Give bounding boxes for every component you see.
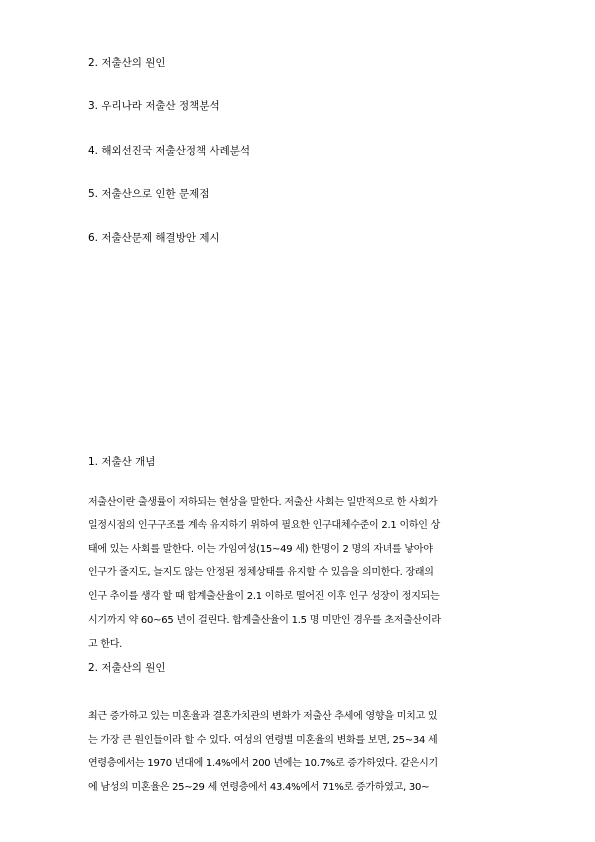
section-title-concept: 1. 저출산 개념: [88, 456, 156, 468]
section-title-causes: 2. 저출산의 원인: [88, 662, 166, 674]
paragraph-line: 인구가 줄지도, 늘지도 않는 안정된 정체상태를 유지할 수 있음을 의미한다. 장래의: [88, 567, 434, 578]
paragraph-line: 인구 추이를 생각 할 때 합계출산율이 2.1 이하로 떨어진 이후 인구 성장이 정지되는: [88, 591, 440, 602]
paragraph-line: 고 한다.: [88, 639, 123, 650]
paragraph-line: 연령층에서는 1970 년대에 1.4%에서 200 년에는 10.7%로 증가하였다. 같은시기: [88, 758, 438, 769]
toc-item-problems: 5. 저출산으로 인한 문제점: [88, 188, 210, 200]
paragraph-line: 일정시점의 인구구조를 계속 유지하기 위하여 필요한 인구대체수준이 2.1 이하인 상: [88, 520, 441, 531]
paragraph-line: 저출산이란 출생률이 저하되는 현상을 말한다. 저출산 사회는 일반적으로 한 사회가: [88, 497, 438, 508]
toc-item-solutions: 6. 저출산문제 해결방안 제시: [88, 232, 220, 244]
paragraph-line: 시기까지 약 60~65 년이 걸린다. 합계출산율이 1.5 명 미만인 경우를 초저출산이라: [88, 615, 441, 626]
paragraph-line: 는 가장 큰 원인들이라 할 수 있다. 여성의 연령별 미혼율의 변화를 보면, 25~34 세: [88, 735, 438, 746]
paragraph-line: 최근 증가하고 있는 미혼율과 결혼가치관의 변화가 저출산 추세에 영향을 미치고 있: [88, 711, 438, 722]
toc-item-causes: 2. 저출산의 원인: [88, 57, 166, 69]
toc-item-policy-analysis: 3. 우리나라 저출산 정책분석: [88, 100, 220, 112]
toc-item-overseas-cases: 4. 해외선진국 저출산정책 사례분석: [88, 145, 251, 157]
paragraph-line: 에 남성의 미혼율은 25~29 세 연령층에서 43.4%에서 71%로 증가하였고, 30~: [88, 782, 430, 793]
paragraph-line: 태에 있는 사회를 말한다. 이는 가임여성(15~49 세) 한명이 2 명의 자녀를 낳아야: [88, 544, 433, 555]
